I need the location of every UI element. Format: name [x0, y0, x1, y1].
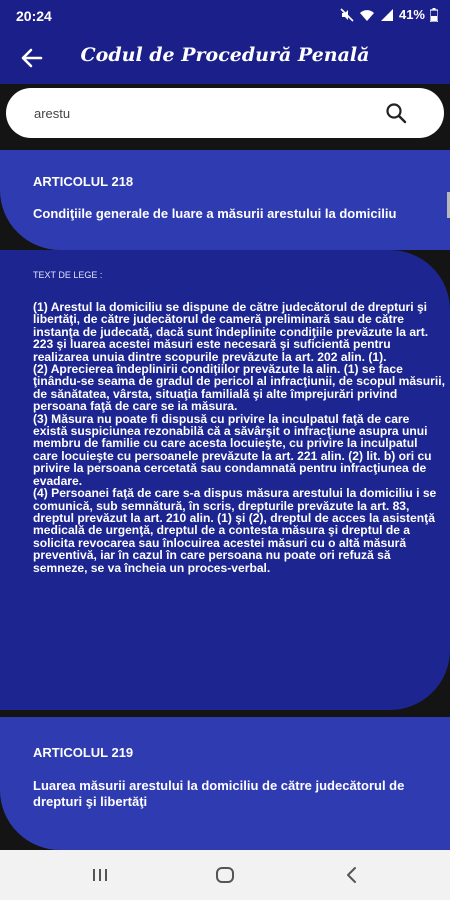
recents-icon: [88, 863, 112, 887]
status-icons: [340, 7, 438, 22]
battery-icon: [430, 8, 438, 22]
page-title: Codul de Procedură Penală: [80, 44, 370, 66]
system-nav-bar: [0, 850, 450, 900]
article-label: ARTICOLUL 219: [33, 745, 134, 760]
status-bar: [0, 0, 450, 32]
search-button[interactable]: [384, 101, 408, 125]
mute-icon: [340, 8, 354, 22]
app-bar: [0, 32, 450, 84]
search-icon: [384, 101, 408, 125]
nav-back-icon: [340, 863, 364, 887]
recents-button[interactable]: [88, 863, 112, 887]
article-text: (1) Arestul la domiciliu se dispune de către judecătorul de drepturi şi libertăţi, de către judecătorul de cameră preliminară sau de către instanţa de judecată, dacă sunt îndeplinite condiţiile prevăzute la art. 223 şi luarea acestei măsuri este necesară şi suficientă pentru realizarea unuia dintre scopurile prevăzute la art. 202 alin. (1). (2) Aprecierea îndeplinirii condiţiilor prevăzute la alin. (1) se face ţinându-se seama de gradul de pericol al infracţiunii, de scopul măsurii, de sănătatea, vârsta, situaţia familială şi alte împrejurări privind persoana faţă de care se ia măsura. (3) Măsura nu poate fi dispusă cu privire la inculpatul faţă de care există suspiciunea rezonabilă că a săvârşit o infracţiune asupra unui membru de familie cu care acesta locuieşte, cu privire la inculpatul care locuieşte cu persoanele prevăzute la art. 221 alin. (2) lit. b) ori cu privire la persoana cercetată sau condamnată pentru infracţiunea de evadare. (4) Persoanei faţă de care s-a dispus măsura arestului la domiciliu i se comunică, sub semnătură, în scris, drepturile prevăzute la art. 83, dreptul prevăzut la art. 210 alin. (1) şi (2), dreptul de acces la asistenţă medicală de urgenţă, dreptul de a contesta măsura şi dreptul de a solicita revocarea sau înlocuirea acestei măsuri cu o altă măsură preventivă, iar în cazul în care persoana nu poate ori refuză să semneze, se va încheia un proces-verbal.: [33, 300, 445, 575]
article-title: Luarea măsurii arestului la domiciliu de către judecătorul de drepturi şi libertăţi: [33, 778, 405, 809]
search-bar: [6, 88, 444, 138]
battery-percent: 41%: [398, 7, 425, 22]
search-input[interactable]: [34, 103, 334, 123]
home-button[interactable]: [213, 863, 237, 887]
article-card-header[interactable]: [0, 150, 450, 250]
nav-back-button[interactable]: [340, 863, 364, 887]
wifi-icon: [359, 8, 375, 22]
article-title: Condiţiile generale de luare a măsurii arestului la domiciliu: [33, 206, 397, 221]
home-icon: [213, 863, 237, 887]
main-content: [0, 84, 450, 850]
status-time: 20:24: [16, 8, 52, 24]
law-text-label: TEXT DE LEGE :: [33, 270, 103, 280]
article-label: ARTICOLUL 218: [33, 174, 134, 189]
signal-icon: [380, 8, 394, 22]
